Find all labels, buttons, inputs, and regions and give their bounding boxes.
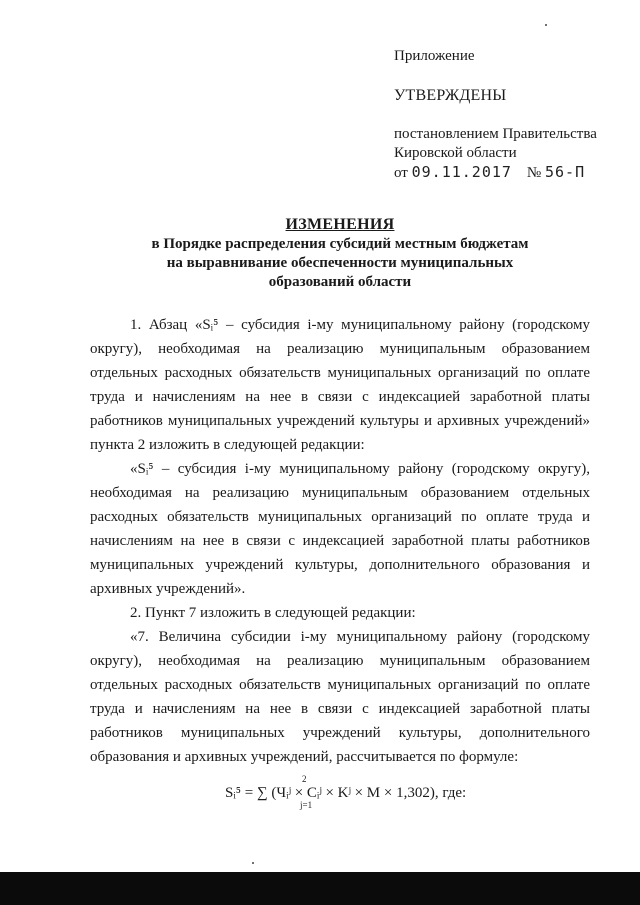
formula-expression: Sᵢ⁵ = ∑ (Чᵢʲ × Cᵢʲ × Kʲ × M × 1,302), где: <box>225 785 467 801</box>
handwritten-date: 09.11.2017 <box>411 163 512 181</box>
appendix-label: Приложение <box>394 48 475 64</box>
approval-date-line <box>394 163 614 183</box>
sum-upper-limit: 2 <box>302 774 307 784</box>
paragraph-1: 1. Абзац «Sᵢ⁵ – субсидия i-му муниципальному району (городскому округу), необходимая на реализацию муниципальным образованием отдельных расходных обязательств муниципальных организаций по оплате труда и начислениям на нее в связи с индексацией заработной платы работников муниципальных учреждений культуры и архивных учреждений» пункта 2 изложить в следующей редакции: <box>90 317 590 453</box>
approved-label: УТВЕРЖДЕНЫ <box>394 87 507 104</box>
heading-line-1: в Порядке распределения субсидий местным бюджетам <box>151 236 529 252</box>
heading-line-2: на выравнивание обеспеченности муниципальных <box>166 255 514 271</box>
paragraph-2: «Sᵢ⁵ – субсидия i-му муниципальному району (городскому округу), необходимая на реализацию муниципальным образованием отдельных расходных обязательств муниципальных организаций по оплате труда и начислениям на нее в связи с индексацией заработной платы работников муниципальных учреждений культуры, дополнительного образования и архивных учреждений». <box>90 461 590 597</box>
formula <box>90 773 590 817</box>
document-body <box>90 313 590 817</box>
heading-title: ИЗМЕНЕНИЯ <box>285 216 395 233</box>
scan-speck <box>545 24 547 26</box>
document-heading <box>40 215 640 292</box>
date-prefix: от <box>394 165 408 181</box>
heading-line-3: образований области <box>268 274 412 290</box>
scan-edge-bar <box>0 872 640 905</box>
handwritten-number: 56-П <box>544 163 586 181</box>
approval-region: Кировской области <box>394 145 517 161</box>
approval-block <box>394 47 614 183</box>
sum-lower-limit: j=1 <box>300 800 313 810</box>
approval-authority: постановлением Правительства <box>394 126 597 142</box>
number-prefix: № <box>526 165 542 181</box>
paragraph-4: «7. Величина субсидии i-му муниципальному району (городскому округу), необходимая на реализацию муниципальным образованием отдельных расходных обязательств муниципальных организаций по оплате труда и начислениям на нее в связи с индексацией заработной платы работников муниципальных учреждений культуры, дополнительного образования и архивных учреждений, рассчитывается по формуле: <box>90 629 590 765</box>
scan-speck <box>252 862 254 864</box>
paragraph-3: 2. Пункт 7 изложить в следующей редакции: <box>130 605 416 621</box>
